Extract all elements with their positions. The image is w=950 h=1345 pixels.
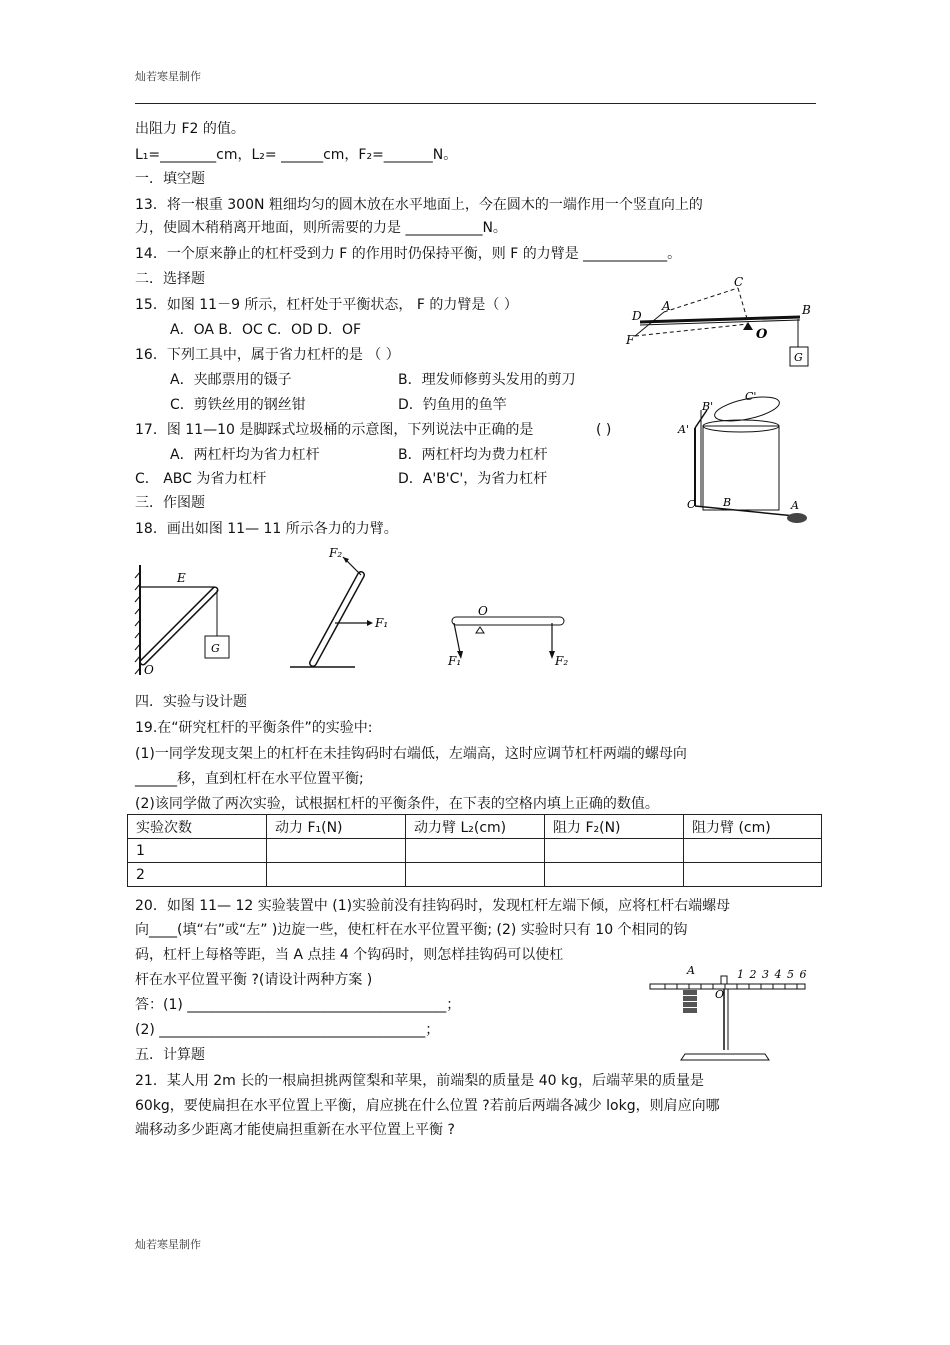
label-A: A xyxy=(687,964,695,977)
hook-weights xyxy=(683,990,697,1013)
question-21-line1: 21．某人用 2m 长的一根扁担挑两筐梨和苹果，前端梨的质量是 40 kg，后端苹果的质量是 xyxy=(135,1073,704,1089)
label-F1: F₁ xyxy=(375,616,389,630)
label-E: E xyxy=(177,571,186,585)
table-row xyxy=(128,863,822,887)
table-cell[interactable] xyxy=(545,863,684,887)
arrowhead-icon xyxy=(367,620,373,626)
table-header-row xyxy=(128,815,822,839)
question-20-line1: 20．如图 11— 12 实验装置中 (1)实验前没有挂钩码时，发现杠杆左端下倾，应将杠杆右端螺母 xyxy=(135,898,731,914)
table-cell[interactable] xyxy=(406,839,545,863)
question-20-line2: 向____(填“右”或“左” )边旋一些，使杠杆在水平位置平衡; (2) 实验时只有 10 个相同的钩 xyxy=(135,922,688,938)
label-F2: F₂ xyxy=(329,546,343,560)
question-16: 16．下列工具中，属于省力杠杆的是 （ ） xyxy=(135,347,400,363)
lever-bar xyxy=(452,617,564,625)
label-B: B xyxy=(802,303,811,317)
question-17-option-a: A．两杠杆均为省力杠杆 xyxy=(170,447,320,463)
question-15-options: A．OA B．OC C．OD D．OF xyxy=(170,322,362,338)
pedal-lever xyxy=(695,506,795,516)
question-16-option-a: A．夹邮票用的镊子 xyxy=(170,372,292,388)
table-cell[interactable] xyxy=(545,839,684,863)
label-O: O xyxy=(756,327,768,342)
label-A-prime: A' xyxy=(678,423,689,436)
stand-base xyxy=(681,1054,769,1060)
question-17-option-b: B．两杠杆均为费力杠杆 xyxy=(398,447,548,463)
prev-question-tail: 出阻力 F2 的值。 xyxy=(135,121,245,137)
figure-11-11-left xyxy=(135,560,235,680)
question-19-part2: (2)该同学做了两次实验，试根据杠杆的平衡条件，在下表的空格内填上正确的数值。 xyxy=(135,796,659,812)
table-header-cell: 动力 F₁(N) xyxy=(267,815,406,839)
label-G: G xyxy=(794,351,803,364)
label-B: B xyxy=(723,496,732,509)
label-C: C xyxy=(687,498,696,511)
table-cell: 1 xyxy=(128,839,267,863)
force-F1-arrow xyxy=(454,623,460,653)
label-B-prime: B' xyxy=(702,400,714,413)
scale-numbers: 1 2 3 4 5 6 xyxy=(737,968,808,981)
header-rule xyxy=(135,103,816,104)
rod-inner xyxy=(313,575,361,663)
question-13-line2: 力，使圆木稍稍离开地面，则所需要的力是 ___________N。 xyxy=(135,220,507,236)
label-A: A xyxy=(791,499,799,512)
question-20-line3: 码，杠杆上每格等距，当 A 点挂 4 个钩码时，则怎样挂钩码可以使杠 xyxy=(135,947,564,963)
label-F2: F₂ xyxy=(555,654,569,668)
question-17-paren: ( ) xyxy=(596,422,612,438)
answer-line-1[interactable]: 答：(1) _____________________________________； xyxy=(135,997,461,1013)
section-experiment: 四．实验与设计题 xyxy=(135,694,247,710)
dashed-line-AC xyxy=(664,288,738,312)
dashed-line-CO xyxy=(738,288,748,322)
question-20-line4: 杆在水平位置平衡 ?(请设计两种方案 ) xyxy=(135,972,373,988)
fulcrum-icon xyxy=(476,627,484,633)
page-footer: 灿若寒星制作 xyxy=(135,1238,201,1251)
table-header-cell: 阻力 F₂(N) xyxy=(545,815,684,839)
rod-inner xyxy=(143,590,215,662)
dashed-line-FO xyxy=(635,324,748,336)
figure-11-11-right xyxy=(440,605,580,670)
table-cell[interactable] xyxy=(267,863,406,887)
question-16-option-d: D．钓鱼用的鱼竿 xyxy=(398,397,507,413)
question-19-part1-cont: ______移，直到杠杆在水平位置平衡; xyxy=(135,771,364,787)
section-drawing: 三．作图题 xyxy=(135,495,205,511)
question-19: 19.在“研究杠杆的平衡条件”的实验中: xyxy=(135,720,373,736)
table-cell: 2 xyxy=(128,863,267,887)
section-fill-blank: 一．填空题 xyxy=(135,171,205,187)
question-21-line3: 端移动多少距离才能使扁担重新在水平位置上平衡 ? xyxy=(135,1122,455,1138)
question-16-option-c: C．剪铁丝用的钢丝钳 xyxy=(170,397,306,413)
question-15: 15．如图 11－9 所示，杠杆处于平衡状态， F 的力臂是（ ） xyxy=(135,297,518,313)
table-cell[interactable] xyxy=(684,863,822,887)
table-row xyxy=(128,839,822,863)
question-18: 18．画出如图 11— 11 所示各力的力臂。 xyxy=(135,521,398,537)
question-17-option-c: C． ABC 为省力杠杆 xyxy=(135,471,267,487)
table-header-cell: 实验次数 xyxy=(128,815,267,839)
section-choice: 二．选择题 xyxy=(135,271,205,287)
label-F1: F₁ xyxy=(448,654,462,668)
question-19-part1: (1)一同学发现支架上的杠杆在未挂钩码时右端低，左端高，这时应调节杠杆两端的螺母向 xyxy=(135,746,687,762)
experiment-table xyxy=(127,814,822,887)
label-C-prime: C' xyxy=(745,390,757,403)
figure-11-11-middle xyxy=(285,545,395,675)
label-A: A xyxy=(662,299,671,313)
answer-line-L1-L2-F2: L₁=________cm，L₂= ______cm，F₂=_______N。 xyxy=(135,147,458,163)
pedal-foot xyxy=(787,513,807,523)
table-header-cell: 动力臂 L₂(cm) xyxy=(406,815,545,839)
table-cell[interactable] xyxy=(684,839,822,863)
label-O: O xyxy=(144,663,154,677)
table-cell[interactable] xyxy=(406,863,545,887)
label-O: O xyxy=(478,604,488,618)
page-header: 灿若寒星制作 xyxy=(135,70,201,83)
question-14: 14．一个原来静止的杠杆受到力 F 的作用时仍保持平衡，则 F 的力臂是 ____________。 xyxy=(135,246,682,262)
table-cell[interactable] xyxy=(267,839,406,863)
question-16-option-b: B．理发师修剪头发用的剪刀 xyxy=(398,372,576,388)
pivot-block xyxy=(721,976,727,984)
lever-bar xyxy=(650,984,805,989)
section-calculation: 五．计算题 xyxy=(135,1047,205,1063)
question-17-option-d: D．A'B'C'，为省力杠杆 xyxy=(398,471,548,487)
question-13-line1: 13．将一根重 300N 粗细均匀的圆木放在水平地面上，今在圆木的一端作用一个竖直向上的 xyxy=(135,197,703,213)
figure-11-12 xyxy=(645,962,820,1062)
label-D: D xyxy=(632,309,642,323)
figure-11-10 xyxy=(675,388,815,528)
figure-11-9 xyxy=(620,272,820,372)
answer-line-2[interactable]: (2) ______________________________________； xyxy=(135,1022,440,1038)
label-C: C xyxy=(734,275,744,289)
fulcrum-icon xyxy=(743,322,753,330)
question-17: 17．图 11—10 是脚踩式垃圾桶的示意图，下列说法中正确的是 xyxy=(135,422,534,438)
label-G: G xyxy=(211,642,220,655)
label-O: O xyxy=(715,988,725,1001)
table-header-cell: 阻力臂 (cm) xyxy=(684,815,822,839)
label-F: F xyxy=(626,333,635,347)
question-21-line2: 60kg，要使扁担在水平位置上平衡，肩应挑在什么位置 ?若前后两端各减少 lokg，则肩应向哪 xyxy=(135,1098,720,1114)
can-body xyxy=(703,426,779,510)
